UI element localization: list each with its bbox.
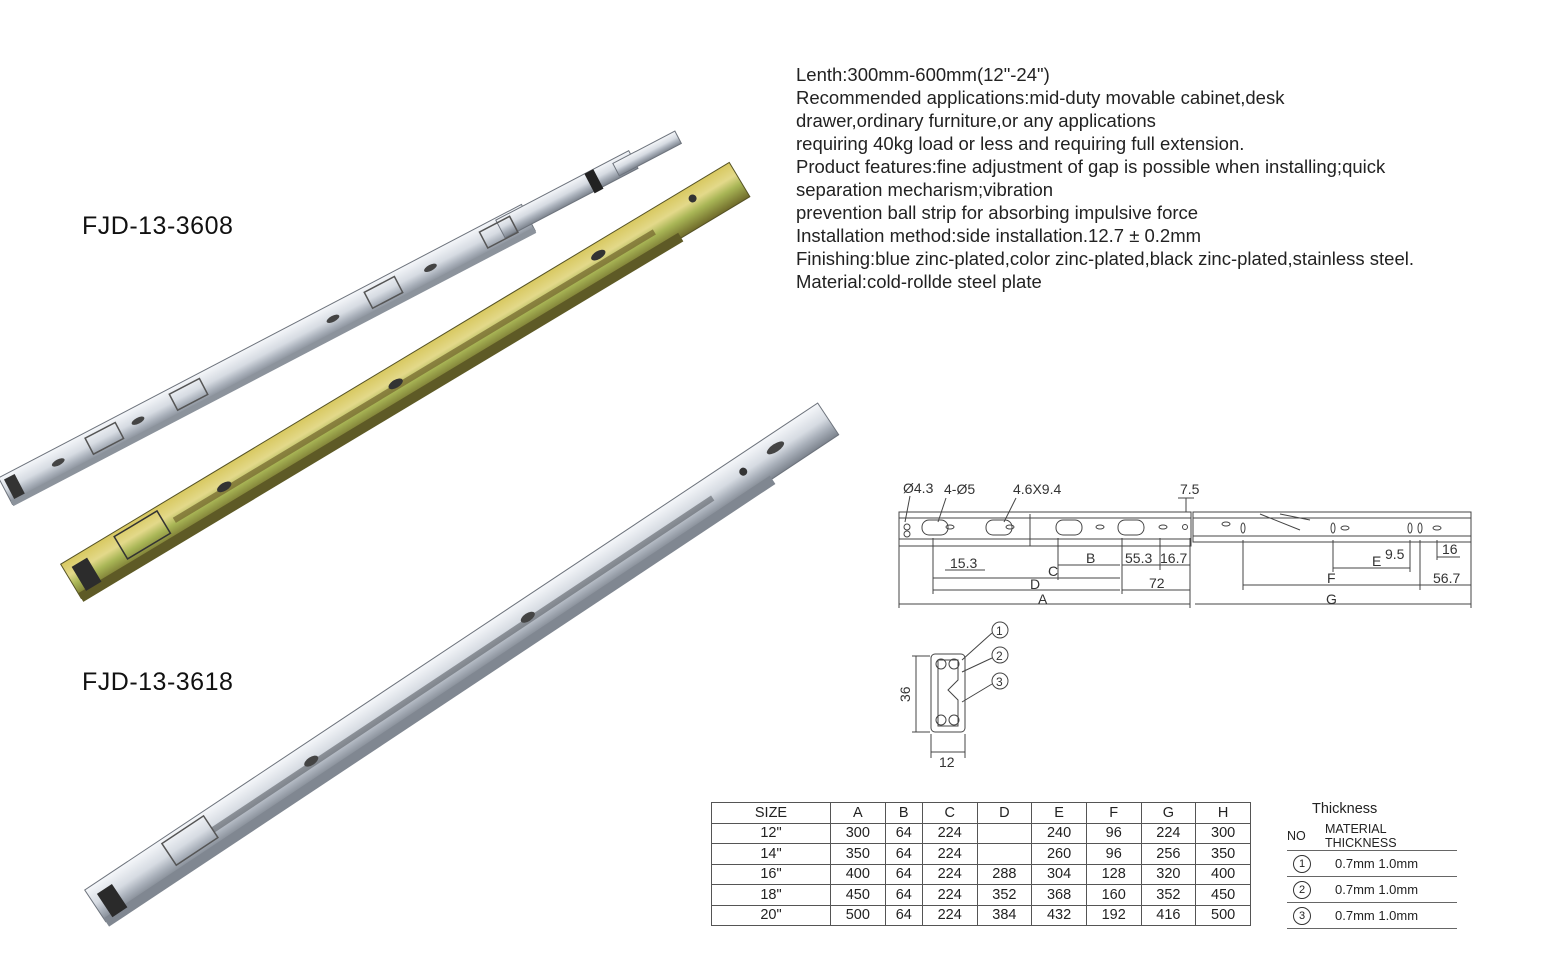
header-g: G: [1141, 803, 1196, 824]
cell: 12": [712, 823, 831, 844]
cell: 64: [885, 905, 922, 926]
cell: 304: [1032, 864, 1087, 885]
cell: 350: [1196, 844, 1251, 865]
thickness-header-no: NO: [1287, 822, 1325, 851]
spec-line: Lenth:300mm-600mm(12"-24"): [796, 64, 1050, 85]
cell: 128: [1086, 864, 1141, 885]
header-d: D: [977, 803, 1032, 824]
dim-hole-43: Ø4.3: [903, 480, 934, 496]
dim-c: C: [1048, 563, 1059, 579]
spec-line: Recommended applications:mid-duty movable cabinet,desk: [796, 87, 1285, 108]
spec-line: drawer,ordinary furniture,or any applications: [796, 110, 1156, 131]
thickness-no-cell: [1287, 877, 1325, 903]
cell: 160: [1086, 885, 1141, 906]
cell: 300: [831, 823, 886, 844]
table-row: [712, 823, 1251, 844]
cell: 224: [922, 885, 977, 906]
cell: 224: [922, 844, 977, 865]
cell: 224: [922, 905, 977, 926]
cell: 260: [1032, 844, 1087, 865]
table-row: [712, 885, 1251, 906]
cell: 96: [1086, 844, 1141, 865]
model-label-top: FJD-13-3608: [82, 212, 234, 240]
model-label-bottom: FJD-13-3618: [82, 668, 234, 696]
cell: 432: [1032, 905, 1087, 926]
table-row: [712, 864, 1251, 885]
dim-167: 16.7: [1160, 550, 1188, 566]
dim-g: G: [1326, 591, 1337, 607]
cell: 352: [977, 885, 1032, 906]
header-f: F: [1086, 803, 1141, 824]
thickness-no: 1: [1293, 855, 1311, 873]
thickness-header-material: MATERIAL THICKNESS: [1325, 822, 1457, 851]
dim-16: 16: [1442, 541, 1458, 557]
size-table: [711, 802, 1251, 926]
dim-95: 9.5: [1385, 546, 1405, 562]
table-row: [712, 844, 1251, 865]
cell: 16": [712, 864, 831, 885]
spec-line: Installation method:side installation.12.7 ± 0.2mm: [796, 225, 1202, 246]
dim-d: D: [1030, 576, 1041, 592]
cell: 288: [977, 864, 1032, 885]
cell: 368: [1032, 885, 1087, 906]
cell: 64: [885, 823, 922, 844]
thickness-no-cell: [1287, 851, 1325, 877]
header-e: E: [1032, 803, 1087, 824]
spec-line: Product features:fine adjustment of gap is possible when installing;quick: [796, 156, 1386, 177]
dim-153: 15.3: [950, 555, 978, 571]
thickness-header-row: [1287, 822, 1457, 851]
cell: 18": [712, 885, 831, 906]
header-c: C: [922, 803, 977, 824]
cell: 64: [885, 864, 922, 885]
thickness-value: 0.7mm 1.0mm: [1325, 903, 1457, 929]
cell: 416: [1141, 905, 1196, 926]
dim-567: 56.7: [1433, 570, 1461, 586]
spec-line: Finishing:blue zinc-plated,color zinc-plated,black zinc-plated,stainless steel.: [796, 248, 1415, 269]
cell: 352: [1141, 885, 1196, 906]
header-h: H: [1196, 803, 1251, 824]
dim-72: 72: [1149, 575, 1165, 591]
dim-b: B: [1086, 550, 1096, 566]
section-callout-1: 1: [996, 624, 1003, 638]
cell: 400: [831, 864, 886, 885]
cell: [977, 844, 1032, 865]
header-a: A: [831, 803, 886, 824]
spec-line: requiring 40kg load or less and requiring full extension.: [796, 133, 1245, 154]
dim-a: A: [1038, 591, 1048, 607]
header-size: SIZE: [712, 803, 831, 824]
cell: 240: [1032, 823, 1087, 844]
thickness-no: 2: [1293, 881, 1311, 899]
section-callout-2: 2: [996, 649, 1003, 663]
spec-line: prevention ball strip for absorbing impulsive force: [796, 202, 1199, 223]
thickness-no: 3: [1293, 907, 1311, 925]
spec-line: Material:cold-rollde steel plate: [796, 271, 1042, 292]
cell: 400: [1196, 864, 1251, 885]
cell: 64: [885, 885, 922, 906]
section-width: 12: [939, 754, 955, 770]
cell: 224: [1141, 823, 1196, 844]
cell: 224: [922, 823, 977, 844]
thickness-value: 0.7mm 1.0mm: [1325, 851, 1457, 877]
cell: 192: [1086, 905, 1141, 926]
list-item: [1287, 851, 1457, 877]
dim-75: 7.5: [1180, 481, 1200, 497]
thickness-no-cell: [1287, 903, 1325, 929]
list-item: [1287, 877, 1457, 903]
cell: 14": [712, 844, 831, 865]
section-callout-3: 3: [996, 675, 1003, 689]
cell: 20": [712, 905, 831, 926]
dim-f: F: [1327, 570, 1336, 586]
cell: 256: [1141, 844, 1196, 865]
cell: 224: [922, 864, 977, 885]
thickness-table: [1287, 822, 1457, 929]
dim-slot: 4.6X9.4: [1013, 481, 1062, 497]
cell: 450: [1196, 885, 1251, 906]
thickness-title: Thickness: [1312, 801, 1378, 817]
cell: 500: [831, 905, 886, 926]
cell: 64: [885, 844, 922, 865]
table-header-row: [712, 803, 1251, 824]
cell: [977, 823, 1032, 844]
dim-553: 55.3: [1125, 550, 1153, 566]
list-item: [1287, 903, 1457, 929]
dim-holes-4x5: 4-Ø5: [944, 481, 976, 497]
cell: 96: [1086, 823, 1141, 844]
thickness-value: 0.7mm 1.0mm: [1325, 877, 1457, 903]
cell: 384: [977, 905, 1032, 926]
cell: 450: [831, 885, 886, 906]
cell: 300: [1196, 823, 1251, 844]
cell: 500: [1196, 905, 1251, 926]
cell: 350: [831, 844, 886, 865]
header-b: B: [885, 803, 922, 824]
spec-line: separation mecharism;vibration: [796, 179, 1054, 200]
table-row: [712, 905, 1251, 926]
dim-e: E: [1372, 553, 1382, 569]
cell: 320: [1141, 864, 1196, 885]
section-height: 36: [897, 686, 913, 702]
